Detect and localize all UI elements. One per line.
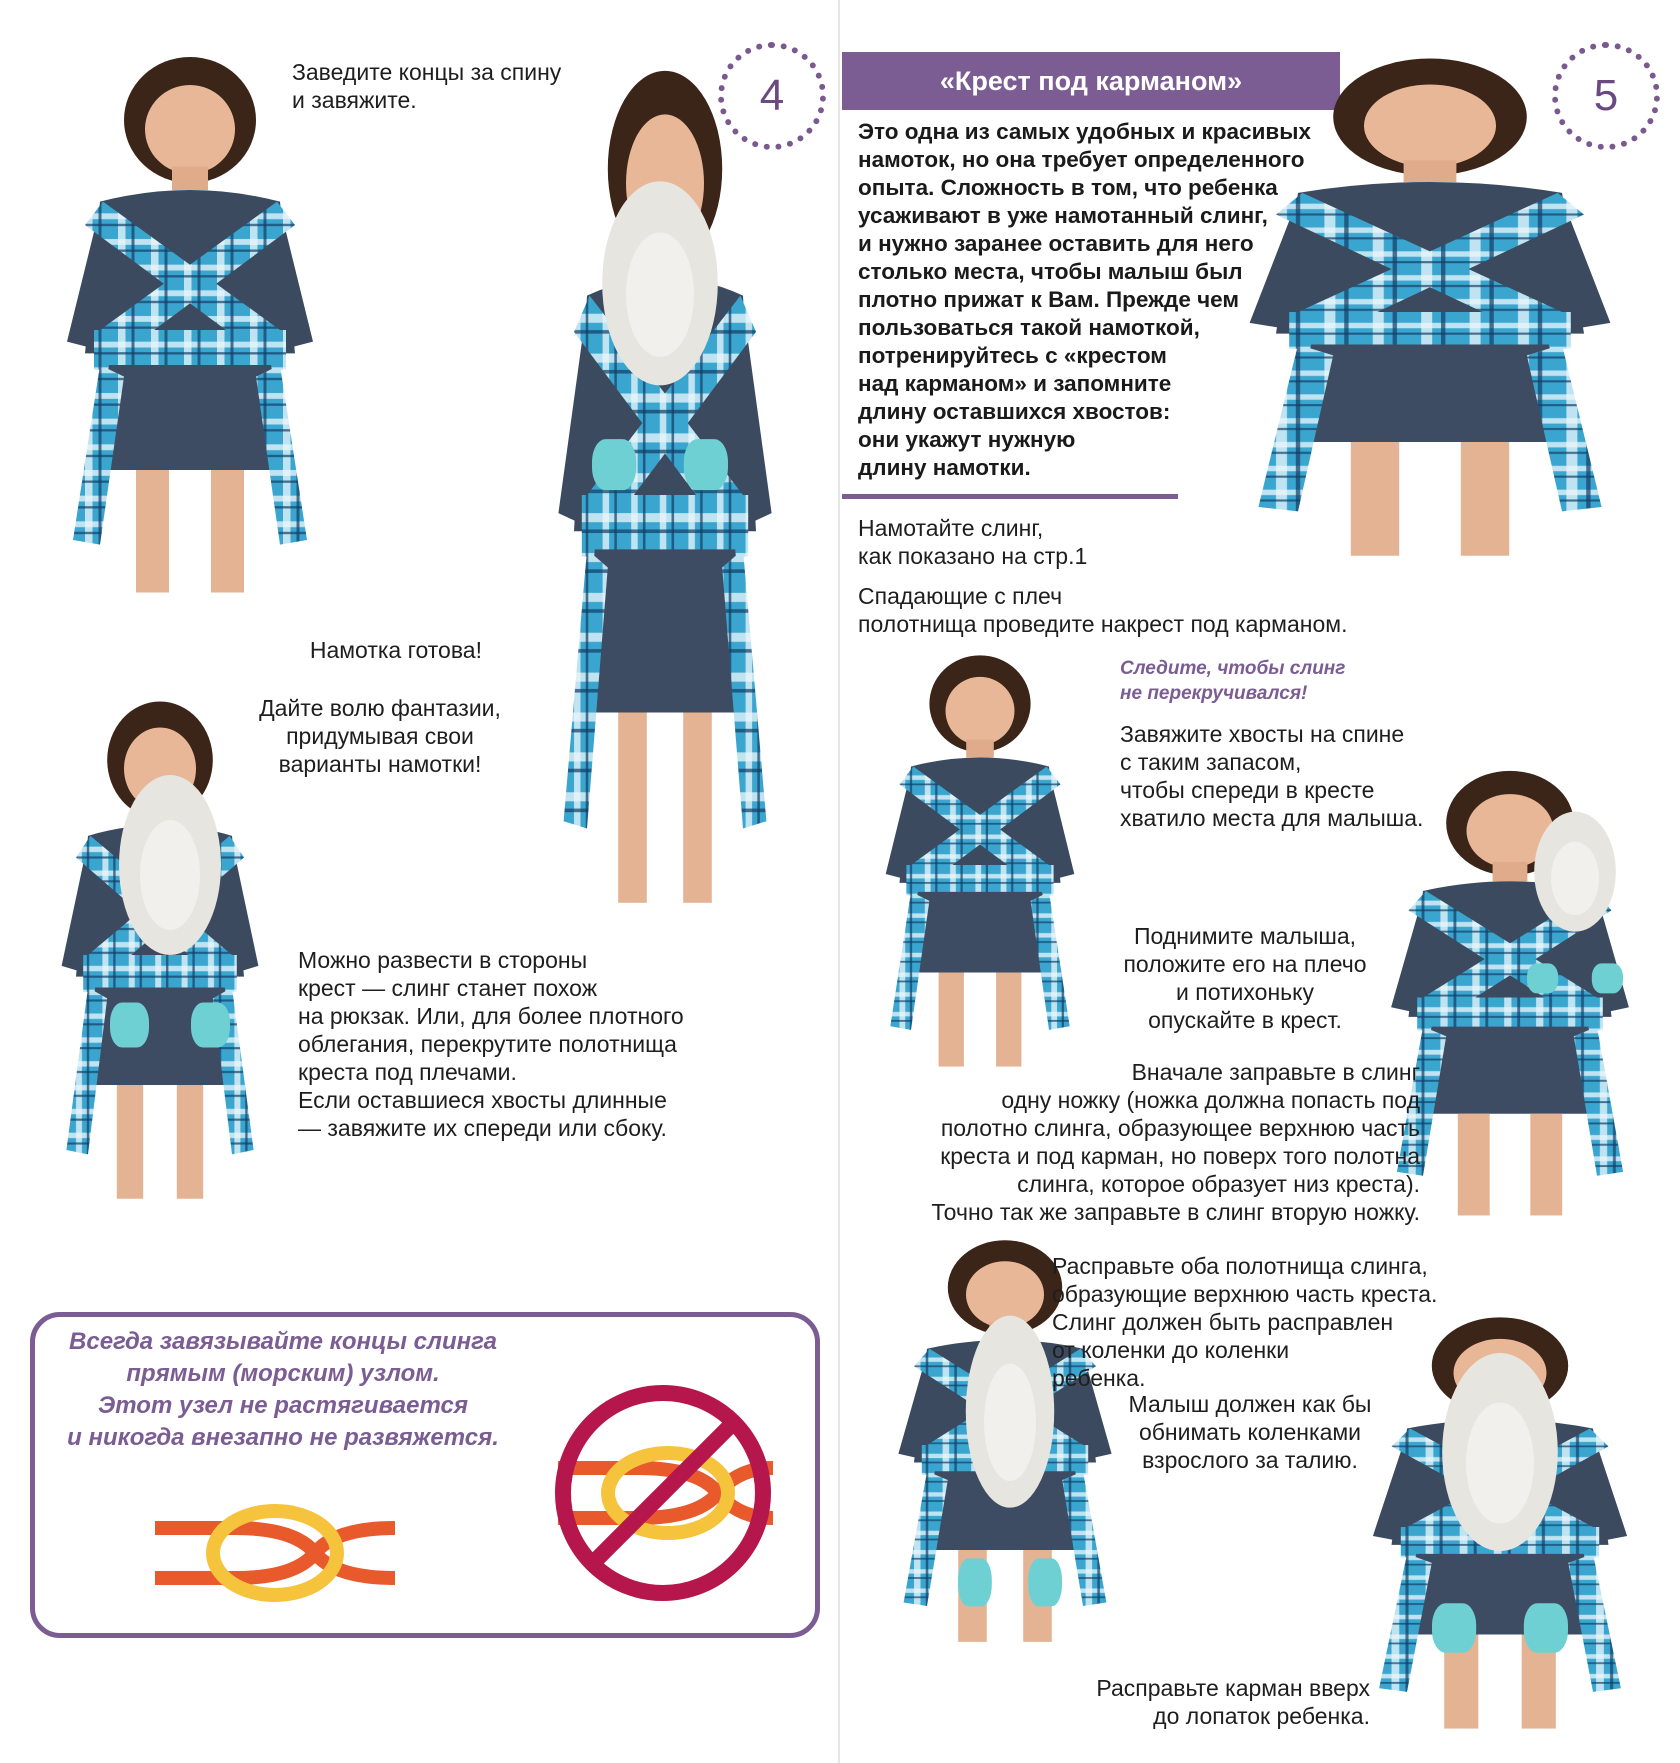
step-number: 4 bbox=[759, 71, 785, 120]
page-divider bbox=[838, 0, 840, 1763]
pocket-text: Расправьте карман вверх до лопаток ребенка. bbox=[1096, 1675, 1370, 1729]
variants-text: Можно развести в стороны крест — слинг станет похож на рюкзак. Или, для более плотного облегания, перекрутите полотнища креста под плечами. Если оставшиеся хвосты длинные — завяжите их спереди или сбоку. bbox=[298, 947, 684, 1141]
fantasy-text: Дайте волю фантазии, придумывая свои варианты намотки! bbox=[259, 695, 501, 777]
section-title: «Крест под карманом» bbox=[939, 65, 1243, 96]
intro-underline bbox=[842, 494, 1178, 499]
granny-knot-forbidden-icon bbox=[548, 1378, 778, 1608]
spread-text: Расправьте оба полотнища слинга, образующие верхнюю часть креста. Слинг должен быть расправлен от коленки до коленки ребенка. bbox=[1052, 1253, 1438, 1391]
lift-baby-text: Поднимите малыша, положите его на плечо и потихоньку опускайте в крест. bbox=[1123, 923, 1367, 1033]
photo-front-baby bbox=[535, 60, 795, 930]
step-tie-text: Заведите концы за спину и завяжите. bbox=[292, 59, 562, 113]
photo-back-knot bbox=[865, 650, 1095, 1080]
warning-text: Следите, чтобы слинг не перекручивался! bbox=[1120, 658, 1346, 704]
square-knot-icon bbox=[155, 1488, 395, 1618]
cross-text: Спадающие с плеч полотнища проведите накрест под карманом. bbox=[858, 583, 1348, 637]
photo-back-tie bbox=[40, 50, 340, 610]
knot-note-text: Всегда завязывайте концы слинга прямым (морским) узлом. Этот узел не растягивается и никогда внезапно не развяжется. bbox=[67, 1328, 499, 1451]
photo-cross-under-pocket bbox=[1210, 52, 1650, 572]
photo-backpack-variant bbox=[40, 695, 280, 1215]
ready-text: Намотка готова! bbox=[309, 637, 482, 663]
intro-text: Это одна из самых удобных и красивых намоток, но она требует определенного опыта. Сложность в том, что ребенка усаживают в уже намотанный слинг, и нужно заранее оставить для него столько места, чтобы малыш был плотно прижат к Вам. Прежде чем пользоваться такой намоткой, потренируйтесь с «крестом над карманом» и запомните длину оставшихся хвостов: они укажут нужную длину намотки. bbox=[858, 119, 1311, 480]
step-number: 5 bbox=[1593, 71, 1619, 120]
tie-tails-text: Завяжите хвосты на спине с таким запасом, чтобы спереди в кресте хватило места для малыша. bbox=[1120, 721, 1424, 831]
photo-pocket-up bbox=[1345, 1312, 1655, 1742]
wind-sling-text: Намотайте слинг, как показано на стр.1 bbox=[858, 515, 1088, 569]
legs-text: Вначале заправьте в слинг одну ножку (ножка должна попасть под полотно слинга, образующее верхнюю часть креста и под карман, но поверх того полотна слинга, которое образует низ креста). Точно так же заправьте в слинг вторую ножку. bbox=[931, 1059, 1420, 1225]
hug-text: Малыш должен как бы обнимать коленками взрослого за талию. bbox=[1128, 1391, 1372, 1473]
